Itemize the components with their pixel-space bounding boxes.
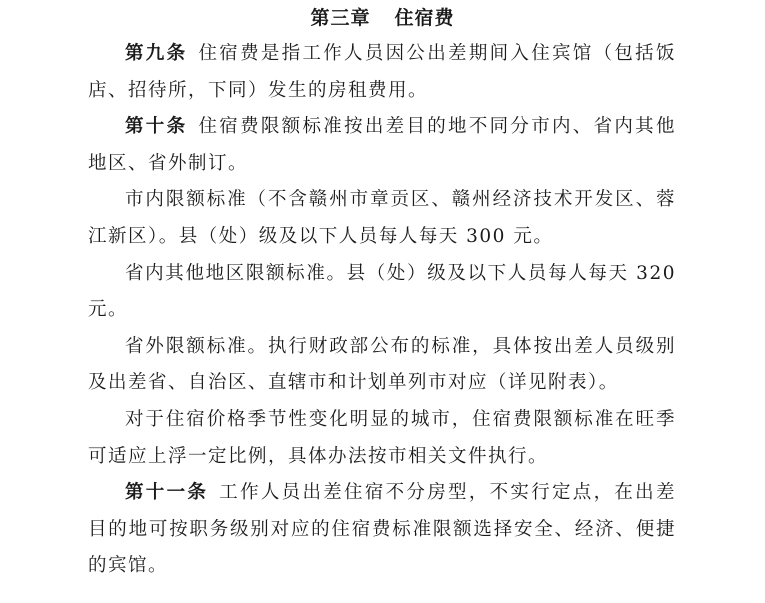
city-limit-paragraph xyxy=(88,182,676,255)
out-of-province-text: 省外限额标准。执行财政部公布的标准，具体按出差人员级别及出差省、自治区、直辖市和计划单列市对应（详见附表）。 xyxy=(88,335,676,394)
article-11-text: 工作人员出差住宿不分房型，不实行定点，在出差目的地可按职务级别对应的住宿费标准限额选择安全、经济、便捷的宾馆。 xyxy=(88,482,676,577)
article-10-label: 第十条 xyxy=(125,116,188,138)
out-of-province-paragraph xyxy=(88,329,676,402)
chapter-title: 住宿费 xyxy=(394,7,455,29)
chapter-heading xyxy=(0,4,765,32)
article-9-paragraph xyxy=(88,36,676,109)
city-limit-text: 市内限额标准（不含赣州市章贡区、赣州经济技术开发区、蓉江新区）。县（处）级及以下人员每人每天 300 元。 xyxy=(88,189,676,247)
province-limit-paragraph xyxy=(88,256,676,329)
seasonal-adjustment-paragraph xyxy=(88,402,676,475)
seasonal-adjustment-text: 对于住宿价格季节性变化明显的城市，住宿费限额标准在旺季可适应上浮一定比例，具体办法按市相关文件执行。 xyxy=(88,408,676,467)
article-9-label: 第九条 xyxy=(125,43,188,64)
article-11-paragraph xyxy=(88,475,676,585)
article-11-label: 第十一条 xyxy=(125,482,209,504)
document-body xyxy=(88,36,676,585)
province-limit-text: 省内其他地区限额标准。县（处）级及以下人员每人每天 320 元。 xyxy=(88,262,676,321)
article-10-text: 住宿费限额标准按出差目的地不同分市内、省内其他地区、省外制订。 xyxy=(88,116,676,174)
article-10-paragraph xyxy=(88,109,676,182)
article-9-text: 住宿费是指工作人员因公出差期间入住宾馆（包括饭店、招待所，下同）发生的房租费用。 xyxy=(88,43,676,101)
chapter-number: 第三章 xyxy=(310,7,371,29)
